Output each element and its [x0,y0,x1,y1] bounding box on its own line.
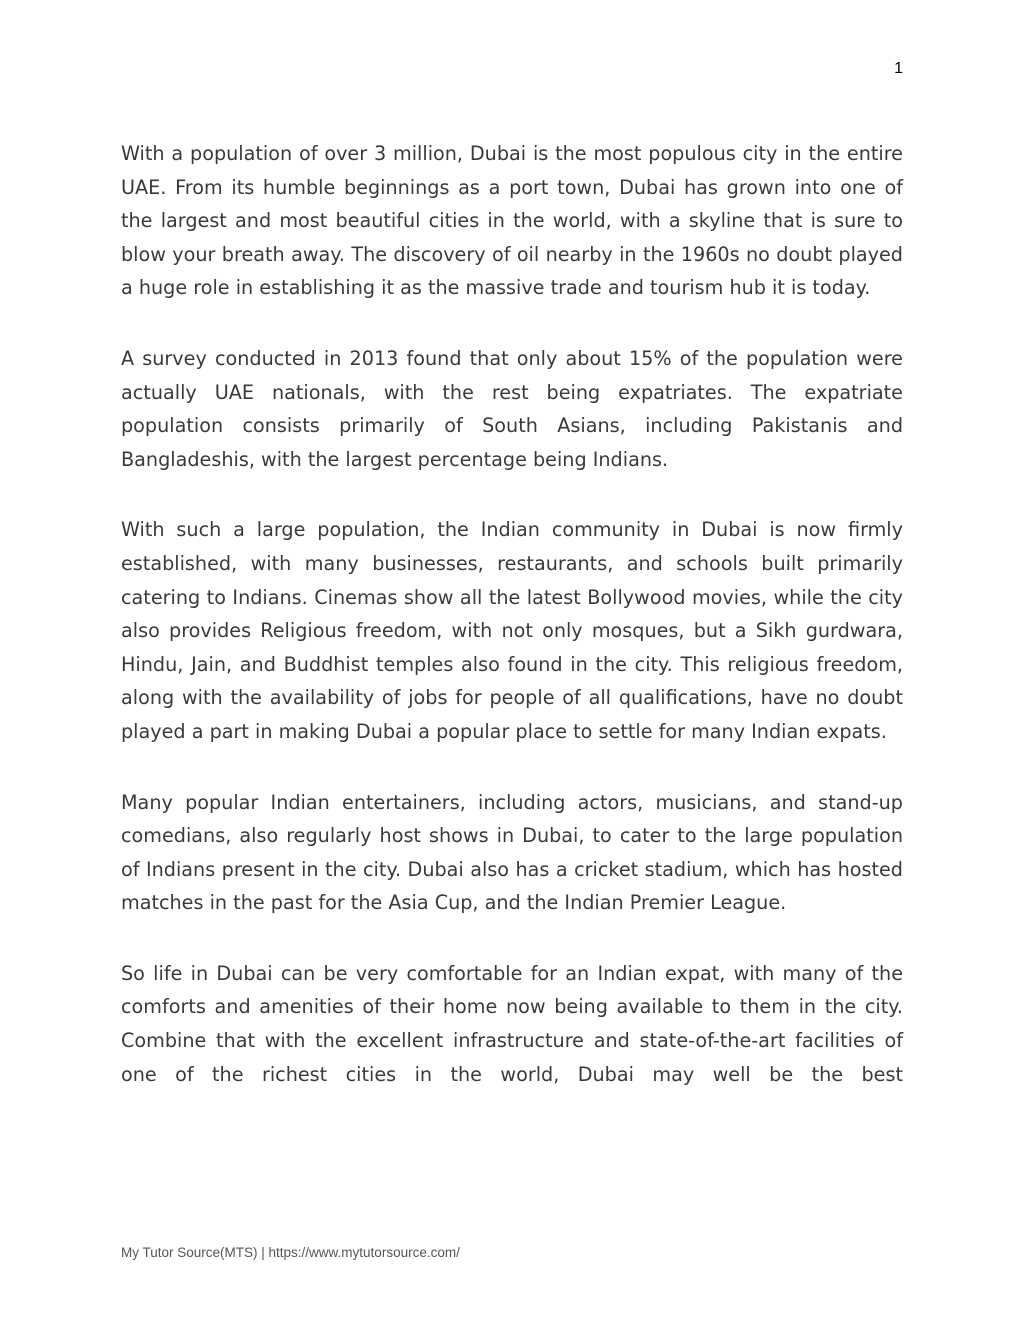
paragraph-indian-entertainers: Many popular Indian entertainers, including actors, musicians, and stand-up comedians, also regularly host shows in Dubai, to cater to the large population of Indians present in the city. Dubai also has a cricket stadium, which has hosted matches in the past for the Asia Cup, and the Indian Premier League. [121,790,903,915]
paragraph-dubai-population: With a population of over 3 million, Dubai is the most populous city in the entire UAE. From its humble beginnings as a port town, Dubai has grown into one of the largest and most beautiful cities in the world, with a skyline that is sure to blow your breath away. The discovery of oil nearby in the 1960s no doubt played a huge role in establishing it as the massive trade and tourism hub it is today. [121,142,903,300]
paragraph-indian-community: With such a large population, the Indian community in Dubai is now firmly established, with many businesses, restaurants, and schools built primarily catering to Indians. Cinemas show all the latest Bollywood movies, while the city also provides Religious freedom, with not only mosques, but a Sikh gurdwara, Hindu, Jain, and Buddhist temples also found in the city. This religious freedom, along with the availability of jobs for people of all qualifications, have no doubt played a part in making Dubai a popular place to settle for many Indian expats. [121,518,903,743]
page-number: 1 [894,60,903,77]
paragraph-life-in-dubai: So life in Dubai can be very comfortable for an Indian expat, with many of the comforts and amenities of their home now being available to them in the city. Combine that with the excellent infrastructure and state-of-the-art facilities of one of the richest cities in the world, Dubai may well be the best [121,961,903,1086]
document-body [121,137,903,1128]
page-footer: My Tutor Source(MTS) | https://www.mytutorsource.com/ [121,1245,460,1260]
paragraph-survey-2013: A survey conducted in 2013 found that only about 15% of the population were actually UAE nationals, with the rest being expatriates. The expatriate population consists primarily of South Asians, including Pakistanis and Bangladeshis, with the largest percentage being Indians. [121,346,903,471]
